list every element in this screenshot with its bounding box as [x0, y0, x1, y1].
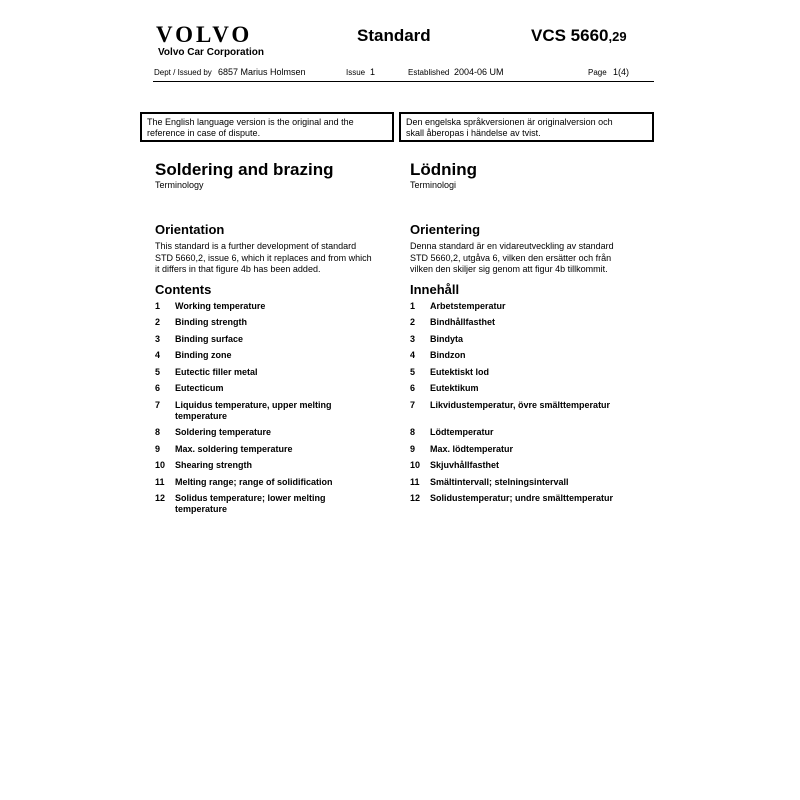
- contents-item: [410, 400, 650, 422]
- contents-item: [410, 444, 650, 455]
- contents-item-number: 10: [155, 460, 166, 470]
- contents-item-number: 6: [410, 383, 416, 393]
- contents-item: [155, 427, 395, 438]
- contents-item-title: Solidus temperature; lower melting: [175, 493, 326, 503]
- contents-item: [410, 301, 650, 312]
- contents-item-title: Bindyta: [430, 333, 464, 344]
- contents-item: [155, 493, 395, 515]
- header-divider: [153, 81, 654, 82]
- notice-line: The English language version is the original and the: [147, 117, 354, 127]
- contents-item-title: Melting range; range of solidification: [175, 476, 333, 487]
- contents-item-number: 5: [155, 366, 161, 377]
- volvo-logo: VOLVO: [156, 22, 253, 47]
- contents-item: [410, 334, 650, 345]
- contents-item-title: Eutektikum: [430, 383, 479, 393]
- contents-item-number: 9: [155, 443, 161, 454]
- contents-item-title: Lödtemperatur: [430, 427, 494, 437]
- orientation-heading: Orientation: [155, 222, 225, 237]
- document-title: Lödning: [410, 160, 478, 179]
- contents-item-title: Working temperature: [175, 300, 266, 311]
- contents-item-title: Arbetstemperatur: [430, 300, 506, 311]
- contents-item-number: 7: [155, 399, 161, 410]
- contents-item-number: 5: [410, 366, 416, 377]
- contents-item-number: 10: [410, 460, 421, 470]
- contents-item: [410, 460, 650, 471]
- contents-item-title: temperature: [175, 504, 228, 514]
- contents-item-title: Eutectic filler metal: [175, 366, 258, 377]
- contents-item-number: 2: [410, 317, 416, 327]
- document-number-main: VCS 5660: [531, 26, 609, 45]
- orientation-paragraph: [155, 241, 395, 276]
- contents-item: [410, 477, 650, 488]
- contents-item-title: Soldering temperature: [175, 427, 272, 437]
- contents-item-number: 3: [155, 333, 161, 344]
- page-number: 1(4): [613, 67, 630, 77]
- contents-item-title: Bindhållfasthet: [430, 317, 496, 327]
- contents-item-number: 7: [410, 399, 416, 410]
- orientation-heading: Orientering: [410, 222, 481, 237]
- document-subtitle: Terminologi: [410, 180, 457, 190]
- document-number-suffix: ,29: [608, 29, 627, 44]
- contents-item-number: 11: [410, 476, 420, 487]
- contents-item-title: Binding strength: [175, 317, 247, 327]
- contents-item-number: 6: [155, 383, 161, 393]
- document-title: Soldering and brazing: [155, 160, 334, 179]
- company-name: Volvo Car Corporation: [158, 47, 264, 58]
- contents-item: [155, 400, 395, 422]
- orientation-paragraph: [410, 241, 650, 276]
- orientation-line: This standard is a further development of standard: [155, 241, 357, 251]
- contents-item: [155, 383, 395, 394]
- contents-item: [155, 460, 395, 471]
- contents-item-title: Eutektiskt lod: [430, 366, 490, 377]
- contents-item-number: 8: [155, 427, 161, 437]
- contents-item-title: Max. soldering temperature: [175, 443, 293, 454]
- contents-item-title-spacer: [430, 411, 650, 422]
- contents-item: [155, 477, 395, 488]
- issue-label: Issue: [346, 68, 366, 77]
- contents-item-number: 11: [155, 476, 165, 487]
- notice-line: Den engelska språkversionen är originalversion och: [406, 117, 613, 127]
- contents-item-number: 3: [410, 333, 416, 344]
- contents-item-number: 12: [410, 493, 421, 503]
- contents-item: [155, 301, 395, 312]
- dept-label: Dept / Issued by: [154, 68, 212, 77]
- swedish-column: [410, 160, 650, 504]
- contents-item-title: temperature: [175, 410, 228, 421]
- orientation-line: STD 5660,2, utgåva 6, vilken den ersätter och från: [410, 252, 612, 263]
- contents-item-title: Smältintervall; stelningsintervall: [430, 476, 569, 487]
- notice-line: skall åberopas i händelse av tvist.: [406, 128, 541, 138]
- contents-item: [410, 317, 650, 328]
- contents-item-title: Liquidus temperature, upper melting: [175, 399, 332, 410]
- notice-box-swedish: [399, 112, 654, 142]
- contents-item: [155, 350, 395, 361]
- orientation-line: Denna standard är en vidareutveckling av standard: [410, 241, 614, 251]
- contents-item-title: Binding surface: [175, 333, 244, 344]
- contents-item: [410, 367, 650, 378]
- established-value: 2004-06 UM: [454, 67, 504, 77]
- document-type: Standard: [357, 26, 431, 45]
- contents-item-title: Likvidustemperatur, övre smälttemperatur: [430, 399, 611, 410]
- contents-item: [410, 350, 650, 361]
- contents-item-number: 8: [410, 427, 416, 437]
- contents-item-title: Skjuvhållfasthet: [430, 460, 500, 470]
- notice-box-english: [140, 112, 394, 142]
- dept-value: 6857 Marius Holmsen: [218, 67, 306, 77]
- orientation-line: STD 5660,2, issue 6, which it replaces and from which: [155, 252, 372, 263]
- contents-item-number: 12: [155, 493, 166, 503]
- contents-item: [155, 367, 395, 378]
- document-number: [531, 26, 627, 46]
- contents-item: [155, 444, 395, 455]
- orientation-line: vilken den skiljer sig genom att figur 4b tillkommit.: [410, 264, 608, 274]
- page-label: Page: [588, 68, 607, 77]
- document-subtitle: Terminology: [155, 180, 204, 190]
- contents-heading: Contents: [155, 281, 212, 297]
- contents-list: [155, 301, 395, 516]
- contents-item: [410, 427, 650, 438]
- contents-item-title: Binding zone: [175, 350, 232, 360]
- english-column: [155, 160, 395, 515]
- contents-item-title: Solidustemperatur; undre smälttemperatur: [430, 493, 614, 503]
- orientation-line: it differs in that figure 4b has been added.: [155, 264, 321, 274]
- issue-value: 1: [370, 67, 376, 77]
- contents-item-number: 2: [155, 317, 161, 327]
- contents-item-title: Eutecticum: [175, 383, 224, 393]
- contents-item-number: 1: [410, 300, 416, 311]
- contents-item-number: 4: [155, 350, 161, 360]
- contents-item-number: 9: [410, 443, 416, 454]
- contents-item: [155, 317, 395, 328]
- contents-item: [410, 383, 650, 394]
- contents-item: [155, 334, 395, 345]
- contents-heading: Innehåll: [410, 281, 460, 297]
- contents-item-title: Shearing strength: [175, 460, 253, 470]
- established-label: Established: [408, 68, 450, 77]
- contents-item-number: 4: [410, 350, 416, 360]
- notice-line: reference in case of dispute.: [147, 128, 261, 138]
- contents-item-number: 1: [155, 300, 161, 311]
- contents-item: [410, 493, 650, 504]
- contents-item-title: Bindzon: [430, 350, 466, 360]
- contents-item-title: Max. lödtemperatur: [430, 443, 514, 454]
- contents-list: [410, 301, 650, 505]
